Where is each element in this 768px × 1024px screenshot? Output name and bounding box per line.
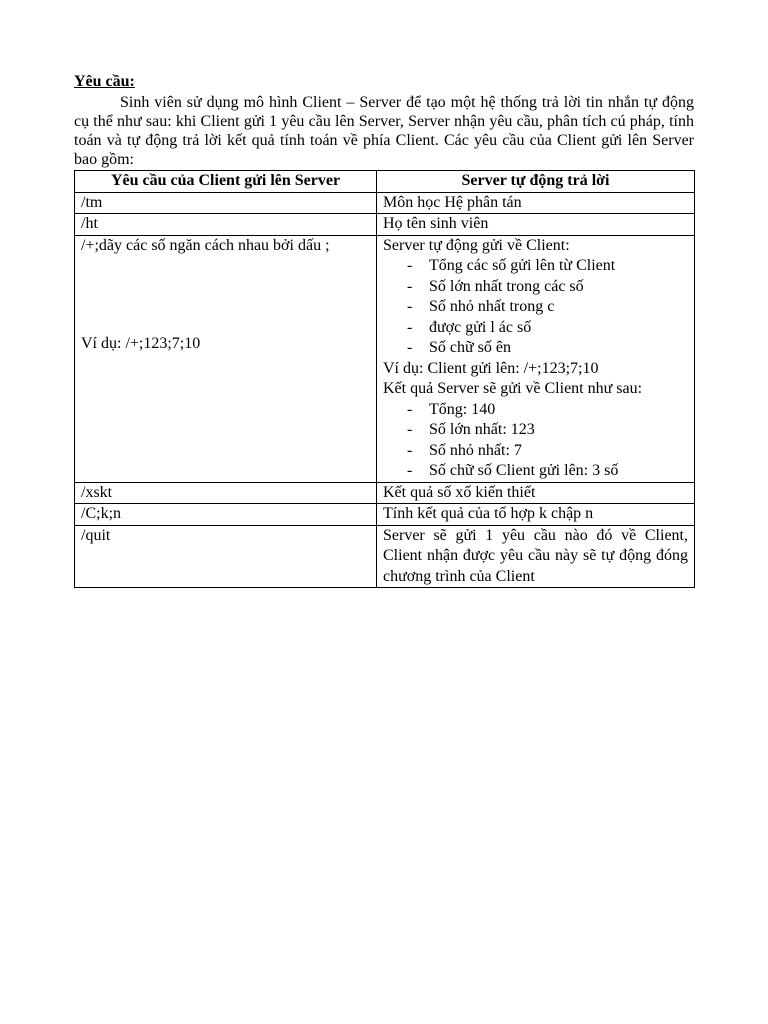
response-result-list — [383, 400, 688, 482]
cell-request: /tm — [75, 192, 377, 214]
header-response: Server tự động trả lời — [377, 171, 695, 193]
list-item: - Số lớn nhất: 123 — [407, 420, 688, 441]
response-intro: Server tự động gửi về Client: — [383, 236, 570, 254]
list-item: - Số chữ số ên — [407, 338, 688, 359]
section-heading: Yêu cầu: — [74, 73, 135, 90]
intro-paragraph: Sinh viên sử dụng mô hình Client – Server để tạo một hệ thống trả lời tin nhắn tự động cụ thể như sau: khi Client gửi 1 yêu cầu lên Server, Server nhận yêu cầu, phân tích cú pháp, tính toán và tự động trả lời kết quả tính toán về phía Client. Các yêu cầu của Client gửi lên Server bao gồm: — [74, 94, 694, 168]
table-row — [75, 525, 695, 588]
cell-response: Kết quả số xố kiến thiết — [377, 482, 695, 504]
cell-response — [377, 235, 695, 482]
cell-request: /xskt — [75, 482, 377, 504]
cell-response: Họ tên sinh viên — [377, 214, 695, 236]
document-page — [74, 72, 694, 588]
table-row — [75, 235, 695, 482]
response-list — [383, 256, 688, 359]
list-item: - Tổng các số gửi lên từ Client — [407, 256, 688, 277]
cell-request: /ht — [75, 214, 377, 236]
list-item: - được gửi l ác số — [407, 318, 688, 339]
table-row — [75, 482, 695, 504]
list-item: - Số nhỏ nhất trong c — [407, 297, 688, 318]
header-request: Yêu cầu của Client gửi lên Server — [75, 171, 377, 193]
request-syntax: /+;dãy các số ngăn cách nhau bởi dấu ; — [81, 236, 330, 254]
response-example: Ví dụ: Client gửi lên: /+;123;7;10 — [383, 359, 599, 377]
list-item: - Số chữ số Client gửi lên: 3 số — [407, 461, 688, 482]
table-row — [75, 192, 695, 214]
cell-request: /C;k;n — [75, 504, 377, 526]
list-item: - Tổng: 140 — [407, 400, 688, 421]
cell-request — [75, 235, 377, 482]
cell-response: Server sẽ gửi 1 yêu cầu nào đó về Client, Client nhận được yêu cầu này sẽ tự động đóng chương trình của Client — [377, 525, 695, 588]
request-table — [74, 170, 695, 588]
response-result-intro: Kết quả Server sẽ gửi về Client như sau: — [383, 380, 643, 397]
list-item: - Số lớn nhất trong các số — [407, 277, 688, 298]
request-example: Ví dụ: /+;123;7;10 — [81, 335, 201, 352]
cell-request: /quit — [75, 525, 377, 588]
cell-response: Tính kết quả của tổ hợp k chập n — [377, 504, 695, 526]
table-row — [75, 214, 695, 236]
list-item: - Số nhỏ nhất: 7 — [407, 441, 688, 462]
table-header-row — [75, 171, 695, 193]
table-row — [75, 504, 695, 526]
cell-response: Môn học Hệ phân tán — [377, 192, 695, 214]
